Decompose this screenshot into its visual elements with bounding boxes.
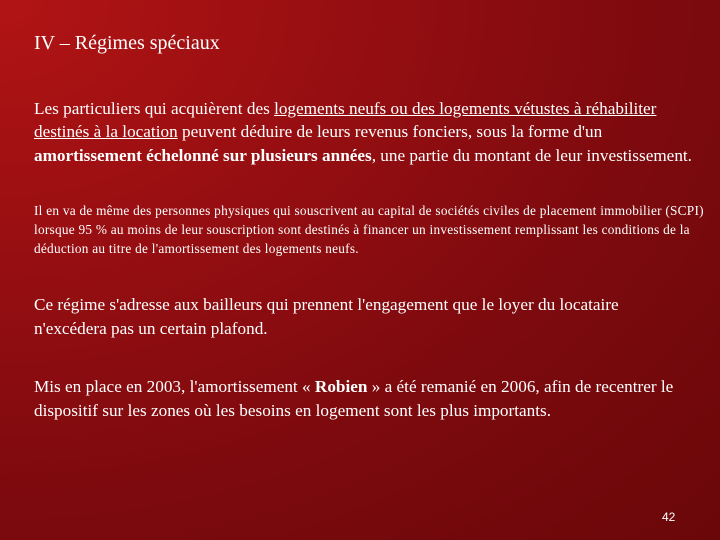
p4-text-1: Mis en place en 2003, l'amortissement « <box>34 377 315 396</box>
paragraph-amortissement <box>34 97 714 167</box>
p1-text-1: Les particuliers qui acquièrent des <box>34 99 275 118</box>
slide-title: IV – Régimes spéciaux <box>34 32 220 54</box>
p1-text-2: peuvent déduire de leurs revenus fonciers, sous la forme d'un <box>177 122 603 142</box>
p4-text-2: » a été remanié en 2006, afin de recentrer le dispositif sur les zones où les besoins en logement sont les plus importants. <box>34 377 674 420</box>
page-number: 42 <box>662 510 676 524</box>
p1-underlined-text: logements neufs ou des logements vétustes à réhabiliter destinés à la location <box>34 99 657 142</box>
paragraph-plafond: Ce régime s'adresse aux bailleurs qui prennent l'engagement que le loyer du locataire n'excédera pas un certain plafond. <box>34 295 619 338</box>
p4-bold-text: Robien <box>314 377 368 396</box>
p1-text-3: , une partie du montant de leur investissement. <box>371 145 692 165</box>
p1-bold-text: amortissement échelonné sur plusieurs années <box>34 145 372 165</box>
paragraph-robien <box>34 375 694 423</box>
paragraph-scpi: Il en va de même des personnes physiques qui souscrivent au capital de sociétés civiles de placement immobilier (SCPI) lorsque 95 % au moins de leur souscription sont destinés à financer un investissement remplissant les conditions de la déduction au titre de l'amortissement des logements neufs. <box>34 203 704 256</box>
